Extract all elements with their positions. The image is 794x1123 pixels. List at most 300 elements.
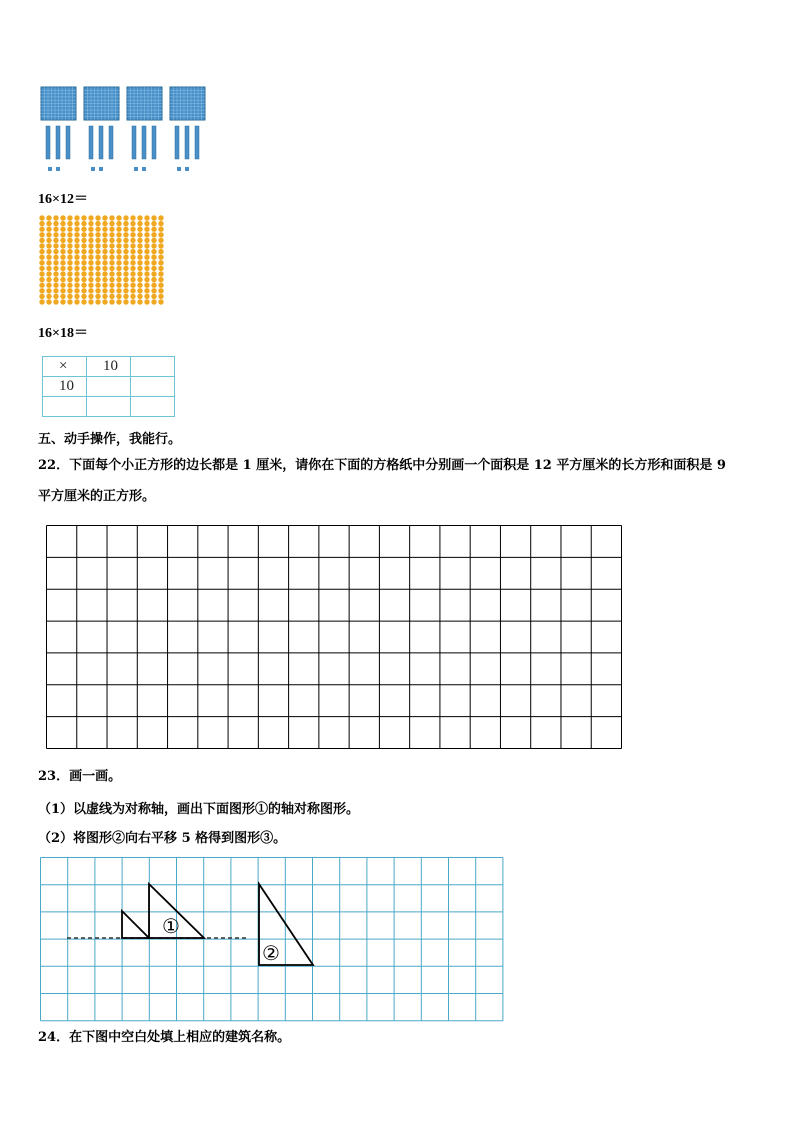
dot: [137, 271, 142, 276]
dot: [123, 221, 128, 226]
table-cell[interactable]: [43, 397, 87, 417]
dot: [109, 271, 114, 276]
dot: [109, 260, 114, 265]
dot: [46, 277, 51, 282]
dot: [60, 299, 65, 304]
dot: [102, 255, 107, 260]
dot: [130, 277, 135, 282]
dot: [116, 283, 121, 288]
dot: [158, 255, 163, 260]
ten-rod: [99, 126, 103, 159]
dot: [102, 232, 107, 237]
dot: [109, 238, 114, 243]
dot: [151, 243, 156, 248]
dot: [46, 271, 51, 276]
dot: [130, 221, 135, 226]
dot: [95, 283, 100, 288]
dot: [67, 283, 72, 288]
shape-1-small-triangle: [122, 911, 149, 938]
dot: [60, 255, 65, 260]
dot: [130, 260, 135, 265]
dot: [123, 288, 128, 293]
dot: [123, 299, 128, 304]
dot: [81, 232, 86, 237]
dot: [39, 215, 44, 220]
dot: [39, 227, 44, 232]
dot: [67, 215, 72, 220]
dot: [74, 255, 79, 260]
dot: [137, 255, 142, 260]
dot: [67, 238, 72, 243]
dot: [144, 243, 149, 248]
dot: [137, 266, 142, 271]
dot: [39, 243, 44, 248]
dot: [53, 294, 58, 299]
dot: [158, 283, 163, 288]
dot: [151, 299, 156, 304]
shape-1-label: ①: [162, 914, 180, 938]
dot: [109, 215, 114, 220]
dot: [53, 238, 58, 243]
dot: [95, 243, 100, 248]
dot: [88, 221, 93, 226]
dot: [81, 299, 86, 304]
dot: [74, 283, 79, 288]
dot: [67, 243, 72, 248]
dot: [46, 283, 51, 288]
dot: [151, 271, 156, 276]
dot: [46, 299, 51, 304]
dot: [130, 288, 135, 293]
dot: [95, 299, 100, 304]
dot: [109, 266, 114, 271]
dot: [130, 243, 135, 248]
dot: [67, 277, 72, 282]
dot: [151, 221, 156, 226]
dot: [88, 299, 93, 304]
dot: [123, 249, 128, 254]
dot: [53, 277, 58, 282]
dot: [60, 215, 65, 220]
dot: [109, 283, 114, 288]
table-cell[interactable]: [131, 377, 175, 397]
ten-rod: [132, 126, 136, 159]
dot: [81, 221, 86, 226]
dot: [130, 283, 135, 288]
dot: [102, 299, 107, 304]
dot: [109, 288, 114, 293]
dot: [39, 288, 44, 293]
dot: [88, 255, 93, 260]
dot: [151, 232, 156, 237]
ten-rod: [56, 126, 60, 159]
dot: [53, 283, 58, 288]
ten-rod: [89, 126, 93, 159]
dot: [46, 288, 51, 293]
question-23-title: 23．画一画。: [38, 769, 122, 784]
question-22-line1: 22．下面每个小正方形的边长都是 1 厘米，请你在下面的方格纸中分别画一个面积是 12 平方厘米的长方形和面积是 9: [38, 458, 726, 473]
dot: [74, 271, 79, 276]
dot: [46, 238, 51, 243]
dot: [116, 232, 121, 237]
dot: [95, 294, 100, 299]
dot: [74, 260, 79, 265]
dot: [74, 288, 79, 293]
dot: [53, 249, 58, 254]
dot: [102, 288, 107, 293]
equation-16x12: 16×12＝: [38, 192, 88, 207]
ten-rod: [195, 126, 199, 159]
dot: [60, 266, 65, 271]
dot: [158, 238, 163, 243]
table-cell: ×: [43, 357, 87, 377]
dot: [67, 255, 72, 260]
dot: [81, 243, 86, 248]
question-24: 24．在下图中空白处填上相应的建筑名称。: [38, 1030, 291, 1045]
one-cube: [56, 167, 60, 171]
dot: [102, 243, 107, 248]
dot: [137, 277, 142, 282]
multiplication-table: [42, 356, 175, 417]
dot: [74, 266, 79, 271]
table-row: [43, 357, 175, 377]
dot: [151, 238, 156, 243]
dot: [109, 249, 114, 254]
one-cube: [134, 167, 138, 171]
dot: [109, 255, 114, 260]
question-23-part1: （1）以虚线为对称轴，画出下面图形①的轴对称图形。: [38, 802, 360, 817]
one-cube: [185, 167, 189, 171]
dot: [116, 243, 121, 248]
dot: [60, 283, 65, 288]
dot: [123, 243, 128, 248]
ten-rod: [66, 126, 70, 159]
dot: [39, 266, 44, 271]
dot: [151, 294, 156, 299]
table-cell[interactable]: [131, 397, 175, 417]
dot: [46, 249, 51, 254]
dot: [53, 260, 58, 265]
dot: [144, 249, 149, 254]
dot: [102, 271, 107, 276]
dot: [144, 227, 149, 232]
dot: [95, 227, 100, 232]
ten-rod: [142, 126, 146, 159]
dot: [60, 294, 65, 299]
dot: [81, 260, 86, 265]
one-cube: [91, 167, 95, 171]
dot: [67, 266, 72, 271]
dot: [102, 221, 107, 226]
dot: [158, 232, 163, 237]
dot: [81, 238, 86, 243]
dot: [88, 249, 93, 254]
dot: [137, 215, 142, 220]
dot: [151, 255, 156, 260]
dot: [151, 266, 156, 271]
dot: [137, 243, 142, 248]
table-row: [43, 377, 175, 397]
dot: [123, 277, 128, 282]
dot: [144, 288, 149, 293]
dot: [116, 227, 121, 232]
dot: [158, 260, 163, 265]
dot: [81, 277, 86, 282]
dot: [60, 288, 65, 293]
table-cell[interactable]: [87, 377, 131, 397]
section-five-heading: 五、动手操作，我能行。: [38, 432, 182, 447]
dot: [60, 232, 65, 237]
dot: [123, 271, 128, 276]
dot: [74, 249, 79, 254]
dot: [67, 294, 72, 299]
dot: [46, 255, 51, 260]
square-grid-paper[interactable]: [46, 525, 622, 749]
dot: [67, 271, 72, 276]
dot: [137, 238, 142, 243]
dot: [144, 271, 149, 276]
dot: [67, 221, 72, 226]
dot: [39, 232, 44, 237]
dot: [88, 260, 93, 265]
dot: [123, 255, 128, 260]
question-23-part2: （2）将图形②向右平移 5 格得到图形③。: [38, 831, 287, 846]
dot: [88, 271, 93, 276]
dot: [137, 288, 142, 293]
dot: [46, 266, 51, 271]
dot: [116, 238, 121, 243]
dot: [130, 299, 135, 304]
dot: [116, 221, 121, 226]
dot: [39, 271, 44, 276]
dot: [102, 294, 107, 299]
dot: [151, 249, 156, 254]
dot: [95, 277, 100, 282]
dot: [88, 232, 93, 237]
dot: [60, 249, 65, 254]
dot: [39, 221, 44, 226]
dot: [123, 260, 128, 265]
dot: [88, 215, 93, 220]
equation-16x18: 16×18＝: [38, 326, 88, 341]
dot: [158, 215, 163, 220]
dot: [81, 266, 86, 271]
dot: [144, 299, 149, 304]
dot: [123, 266, 128, 271]
dot: [151, 215, 156, 220]
dot: [88, 277, 93, 282]
dot: [144, 221, 149, 226]
dot: [81, 288, 86, 293]
dot: [109, 221, 114, 226]
dot: [95, 271, 100, 276]
dot: [102, 227, 107, 232]
dot: [102, 277, 107, 282]
dot: [67, 227, 72, 232]
dot: [74, 243, 79, 248]
dot: [46, 232, 51, 237]
dot: [74, 215, 79, 220]
dot: [123, 227, 128, 232]
dot: [130, 255, 135, 260]
dot: [130, 227, 135, 232]
dot: [60, 227, 65, 232]
one-cube: [99, 167, 103, 171]
dot: [123, 232, 128, 237]
dot: [67, 232, 72, 237]
dot: [74, 232, 79, 237]
dot: [39, 277, 44, 282]
dot: [109, 299, 114, 304]
dot: [39, 249, 44, 254]
dot: [95, 288, 100, 293]
dot: [151, 283, 156, 288]
dot: [116, 249, 121, 254]
table-cell: 10: [43, 377, 87, 397]
dot: [151, 227, 156, 232]
one-cube: [48, 167, 52, 171]
dot: [116, 288, 121, 293]
dot: [130, 238, 135, 243]
dot: [102, 283, 107, 288]
shape-2-label: ②: [262, 941, 280, 965]
dot: [53, 215, 58, 220]
dot: [74, 238, 79, 243]
dot: [88, 294, 93, 299]
dot: [144, 277, 149, 282]
dot: [158, 277, 163, 282]
dot: [158, 249, 163, 254]
dot: [102, 215, 107, 220]
dot: [144, 215, 149, 220]
dot: [137, 294, 142, 299]
dot: [95, 232, 100, 237]
dot: [81, 294, 86, 299]
dot: [46, 221, 51, 226]
dot: [116, 266, 121, 271]
one-cube: [142, 167, 146, 171]
dot: [95, 249, 100, 254]
dot: [109, 232, 114, 237]
dot: [74, 221, 79, 226]
dot: [109, 294, 114, 299]
ten-rod: [46, 126, 50, 159]
dot: [158, 299, 163, 304]
dot: [88, 227, 93, 232]
dot: [81, 215, 86, 220]
dot: [116, 271, 121, 276]
dot: [137, 232, 142, 237]
dot: [137, 299, 142, 304]
dot: [102, 249, 107, 254]
dot: [158, 266, 163, 271]
dot: [67, 288, 72, 293]
dot: [67, 260, 72, 265]
dot: [144, 283, 149, 288]
dot: [81, 255, 86, 260]
dot: [67, 249, 72, 254]
dot: [53, 255, 58, 260]
dot: [88, 283, 93, 288]
dot: [130, 266, 135, 271]
table-cell[interactable]: [87, 397, 131, 417]
dot: [116, 215, 121, 220]
dot: [88, 238, 93, 243]
dot: [116, 255, 121, 260]
dot: [74, 299, 79, 304]
ten-rod: [175, 126, 179, 159]
dot: [95, 260, 100, 265]
dot: [46, 243, 51, 248]
table-cell: 10: [87, 357, 131, 377]
dot: [60, 238, 65, 243]
dot: [102, 238, 107, 243]
dot: [53, 299, 58, 304]
ten-rod: [185, 126, 189, 159]
dot: [60, 243, 65, 248]
dot: [53, 271, 58, 276]
dot: [39, 238, 44, 243]
dot: [46, 260, 51, 265]
dot: [67, 299, 72, 304]
dot: [60, 221, 65, 226]
dot: [158, 227, 163, 232]
dot: [39, 255, 44, 260]
dot: [109, 243, 114, 248]
dot: [53, 243, 58, 248]
dot: [151, 260, 156, 265]
dot: [151, 277, 156, 282]
dot: [116, 294, 121, 299]
dot: [53, 232, 58, 237]
dot: [74, 277, 79, 282]
dot: [123, 215, 128, 220]
dot: [158, 294, 163, 299]
dot: [144, 260, 149, 265]
dot: [74, 294, 79, 299]
dot: [123, 238, 128, 243]
dot: [95, 221, 100, 226]
dot: [74, 227, 79, 232]
dot: [116, 277, 121, 282]
dot: [158, 243, 163, 248]
dot: [60, 277, 65, 282]
dot: [60, 260, 65, 265]
dot: [130, 232, 135, 237]
dot: [144, 266, 149, 271]
dot: [130, 271, 135, 276]
dot: [102, 266, 107, 271]
dot: [137, 221, 142, 226]
dot: [116, 299, 121, 304]
table-cell[interactable]: [131, 357, 175, 377]
dot: [88, 288, 93, 293]
dot: [53, 266, 58, 271]
dot: [39, 294, 44, 299]
transformation-grid[interactable]: [40, 857, 506, 1019]
dot: [88, 243, 93, 248]
dot: [123, 294, 128, 299]
dot: [137, 227, 142, 232]
dot: [95, 255, 100, 260]
dot: [144, 238, 149, 243]
dot: [95, 215, 100, 220]
dot: [158, 288, 163, 293]
dot: [151, 288, 156, 293]
dot: [109, 227, 114, 232]
dot: [95, 266, 100, 271]
dot: [144, 294, 149, 299]
